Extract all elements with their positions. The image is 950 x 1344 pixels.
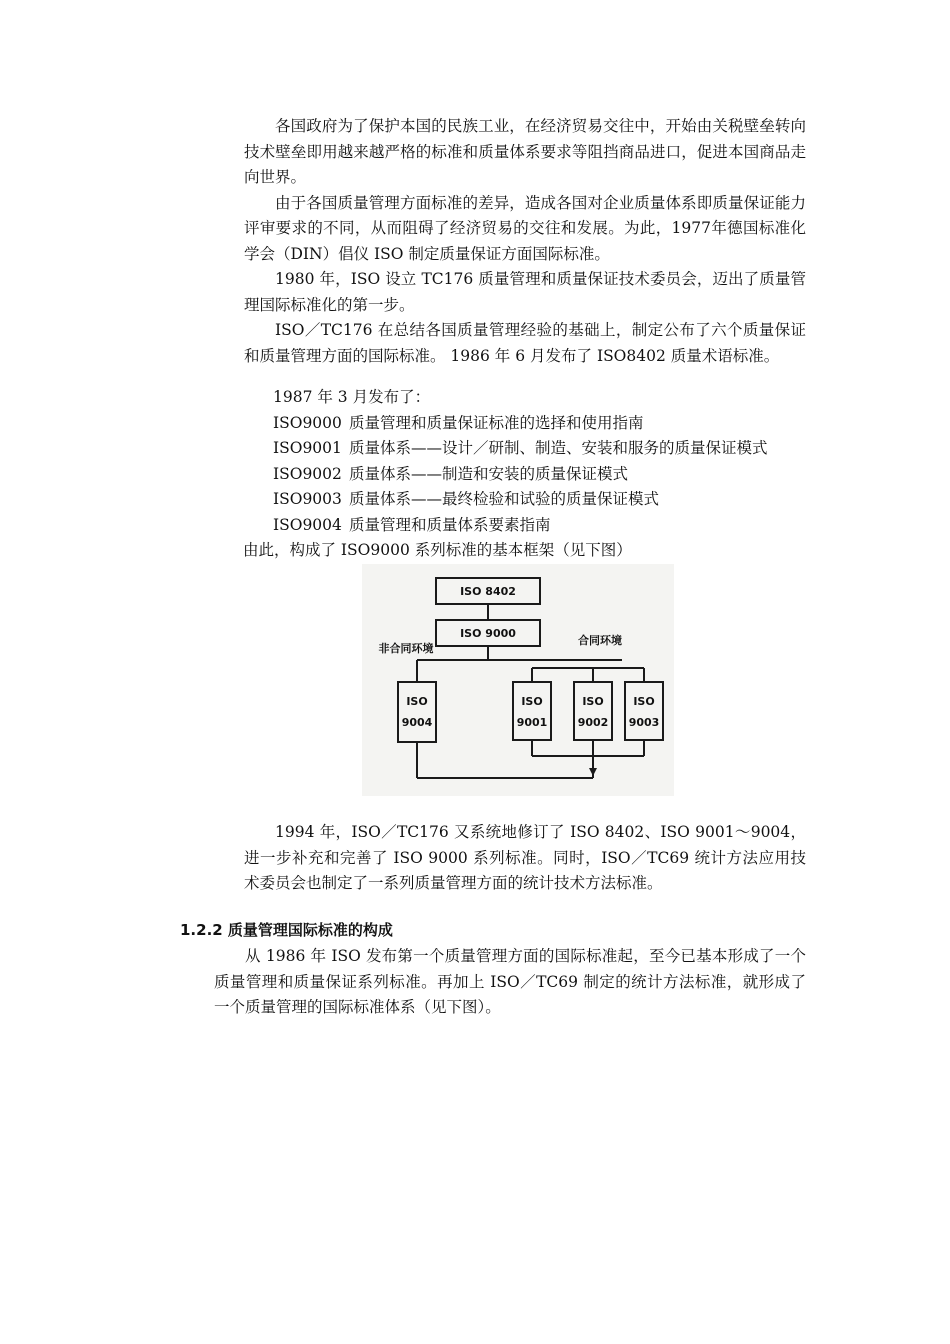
- section-heading: 1.2.2 质量管理国际标准的构成: [180, 921, 393, 939]
- paragraph-3: 1980 年，ISO 设立 TC176 质量管理和质量保证技术委员会，迈出了质量管理国际标准化的第一步。: [244, 270, 806, 314]
- standard-item: [273, 436, 813, 462]
- contract-label: 合同环境: [578, 634, 622, 647]
- standard-title: 质量体系——制造和安装的质量保证模式: [349, 464, 629, 483]
- standard-code: ISO9000: [273, 413, 342, 432]
- standard-title: 质量管理和质量保证标准的选择和使用指南: [349, 413, 644, 432]
- standard-title: 质量管理和质量体系要素指南: [349, 515, 551, 534]
- standard-title: 质量体系——设计／研制、制造、安装和服务的质量保证模式: [349, 439, 768, 457]
- box-line2: 9002: [577, 716, 609, 729]
- release-line: 1987 年 3 月发布了：: [273, 388, 431, 406]
- paragraph-5: 1994 年，ISO／TC176 又系统地修订了 ISO 8402、ISO 9001～9004，进一步补充和完善了 ISO 9000 系列标准。同时，ISO／TC69 统计方法应用技术委员会也制定了一系列质量管理方面的统计技术方法标准。: [244, 823, 806, 892]
- standard-code: ISO9001: [273, 439, 342, 457]
- iso9000-framework-diagram: [362, 564, 674, 796]
- standard-code: ISO9002: [273, 464, 342, 483]
- diagram-svg: [362, 564, 674, 796]
- box-line1: ISO: [633, 695, 655, 708]
- box-line2: 9004: [401, 716, 433, 729]
- box-line1: ISO: [406, 695, 428, 708]
- box-line1: ISO: [521, 695, 543, 708]
- standard-item: [273, 513, 813, 539]
- standard-item: [273, 462, 813, 488]
- framework-line: 由此，构成了 ISO9000 系列标准的基本框架（见下图）: [243, 541, 632, 559]
- release-section: [273, 385, 813, 538]
- standard-item: [273, 487, 813, 513]
- intro-section: [244, 114, 806, 369]
- box-line2: 9003: [628, 716, 660, 729]
- iso8402-label: ISO 8402: [460, 585, 516, 598]
- standard-code: ISO9004: [273, 515, 342, 534]
- paragraph-2: 由于各国质量管理方面标准的差异，造成各国对企业质量体系即质量保证能力评审要求的不同，从而阻碍了经济贸易的交往和发展。为此，1977年德国标准化学会（DIN）倡仪 ISO 制定质量保证方面国际标准。: [244, 193, 806, 263]
- diagram-background: [362, 564, 674, 796]
- revision-section: [244, 820, 806, 897]
- paragraph-1: 各国政府为了保护本国的民族工业，在经济贸易交往中，开始由关税壁垒转向技术壁垒即用越来越严格的标准和质量体系要求等阻挡商品进口，促进本国商品走向世界。: [244, 117, 806, 186]
- iso9000-label: ISO 9000: [460, 627, 516, 640]
- standard-item: [273, 411, 813, 437]
- paragraph-4: ISO／TC176 在总结各国质量管理经验的基础上，制定公布了六个质量保证和质量管理方面的国际标准。 1986 年 6 月发布了 ISO8402 质量术语标准。: [244, 321, 806, 365]
- box-line1: ISO: [582, 695, 604, 708]
- paragraph-6: 从 1986 年 ISO 发布第一个质量管理方面的国际标准起，至今已基本形成了一个质量管理和质量保证系列标准。再加上 ISO／TC69 制定的统计方法标准，就形成了一个质量管理的国际标准体系（见下图）。: [214, 947, 806, 1016]
- non-contract-label: 非合同环境: [378, 642, 434, 655]
- composition-section: [214, 944, 806, 1021]
- standard-code: ISO9003: [273, 490, 342, 508]
- standard-title: 质量体系——最终检验和试验的质量保证模式: [349, 490, 660, 508]
- box-line2: 9001: [516, 716, 548, 729]
